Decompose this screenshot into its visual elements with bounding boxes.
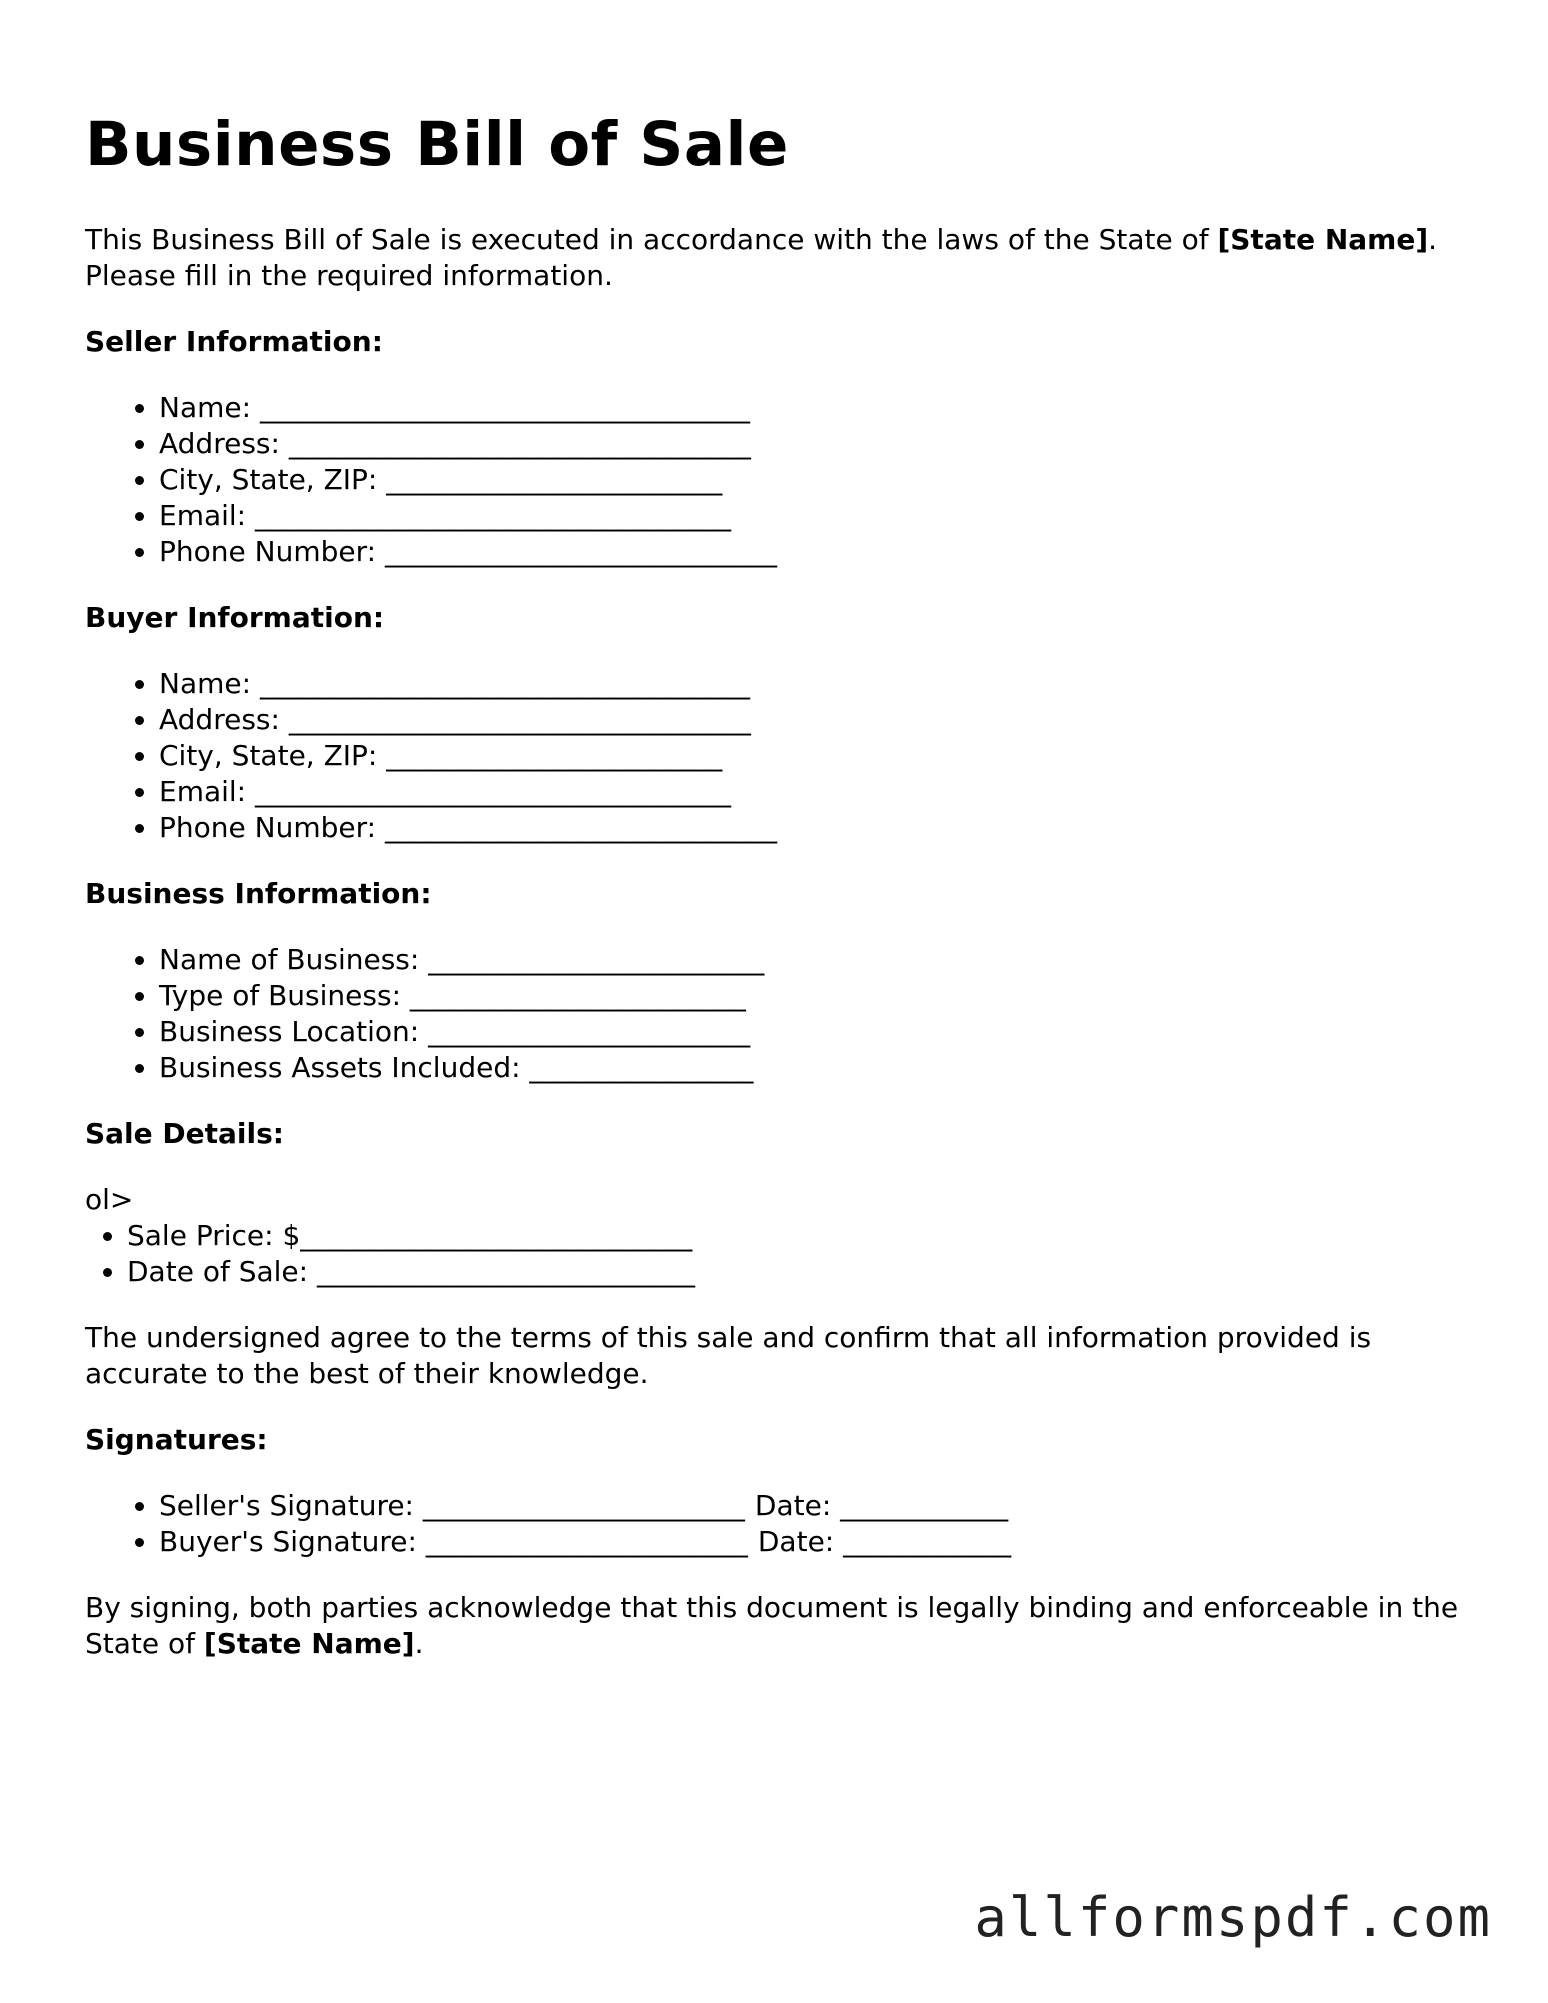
watermark: allformspdf.com: [974, 1886, 1492, 1949]
buyer-heading: Buyer Information:: [85, 601, 385, 634]
business-fields: [85, 942, 1465, 1086]
closing-paragraph: [85, 1590, 1465, 1662]
buyer-fields: [85, 666, 1465, 846]
business-type-field[interactable]: • Type of Business: ________________________: [159, 978, 1465, 1014]
seller-heading: Seller Information:: [85, 325, 383, 358]
closing-state-placeholder: [State Name]: [203, 1627, 415, 1660]
seller-signature-field[interactable]: Seller's Signature: _______________________: [159, 1489, 745, 1522]
document-title: Business Bill of Sale: [85, 109, 789, 180]
buyer-phone-field[interactable]: • Phone Number: ____________________________: [159, 810, 1465, 846]
buyer-email-field[interactable]: • Email: __________________________________: [159, 774, 1465, 810]
sale-fields: [85, 1218, 1465, 1290]
buyer-address-field[interactable]: • Address: _________________________________: [159, 702, 1465, 738]
seller-email-field[interactable]: • Email: __________________________________: [159, 498, 1465, 534]
seller-fields: [85, 390, 1465, 570]
business-heading: Business Information:: [85, 877, 432, 910]
seller-signature-date-field[interactable]: Date: ____________: [754, 1489, 1009, 1522]
buyer-signature-field[interactable]: Buyer's Signature: _______________________: [159, 1525, 748, 1558]
sale-price-field[interactable]: • Sale Price: $____________________________: [127, 1218, 1465, 1254]
sale-date-field[interactable]: • Date of Sale: ___________________________: [127, 1254, 1465, 1290]
seller-name-field[interactable]: • Name: ___________________________________: [159, 390, 1465, 426]
buyer-name-field[interactable]: • Name: ___________________________________: [159, 666, 1465, 702]
buyer-signature-date-field[interactable]: Date: ____________: [757, 1525, 1012, 1558]
seller-signature-row: [159, 1488, 1465, 1524]
document-page: [85, 108, 1465, 1692]
seller-phone-field[interactable]: • Phone Number: ____________________________: [159, 534, 1465, 570]
intro-state-placeholder: [State Name]: [1217, 223, 1429, 256]
agreement-paragraph: The undersigned agree to the terms of this sale and confirm that all information provided is accurate to the best of their knowledge.: [85, 1321, 1372, 1390]
intro-paragraph: [85, 222, 1465, 294]
buyer-signature-row: [159, 1524, 1465, 1560]
signature-fields: [85, 1488, 1465, 1560]
seller-city-state-zip-field[interactable]: • City, State, ZIP: ________________________: [159, 462, 1465, 498]
closing-text: By signing, both parties acknowledge that this document is legally binding and enforceable in the State of: [85, 1591, 1459, 1660]
business-name-field[interactable]: • Name of Business: ________________________: [159, 942, 1465, 978]
stray-ol-text: ol>: [85, 1183, 134, 1216]
closing-text-end: .: [414, 1627, 424, 1660]
business-assets-field[interactable]: • Business Assets Included: ________________: [159, 1050, 1465, 1086]
intro-text-end: . Please fill in the required information.: [85, 223, 1438, 292]
business-location-field[interactable]: • Business Location: _______________________: [159, 1014, 1465, 1050]
sale-heading: Sale Details:: [85, 1117, 284, 1150]
seller-address-field[interactable]: • Address: _________________________________: [159, 426, 1465, 462]
intro-text: This Business Bill of Sale is executed in accordance with the laws of the State of: [85, 223, 1218, 256]
signatures-heading: Signatures:: [85, 1423, 268, 1456]
buyer-city-state-zip-field[interactable]: • City, State, ZIP: ________________________: [159, 738, 1465, 774]
